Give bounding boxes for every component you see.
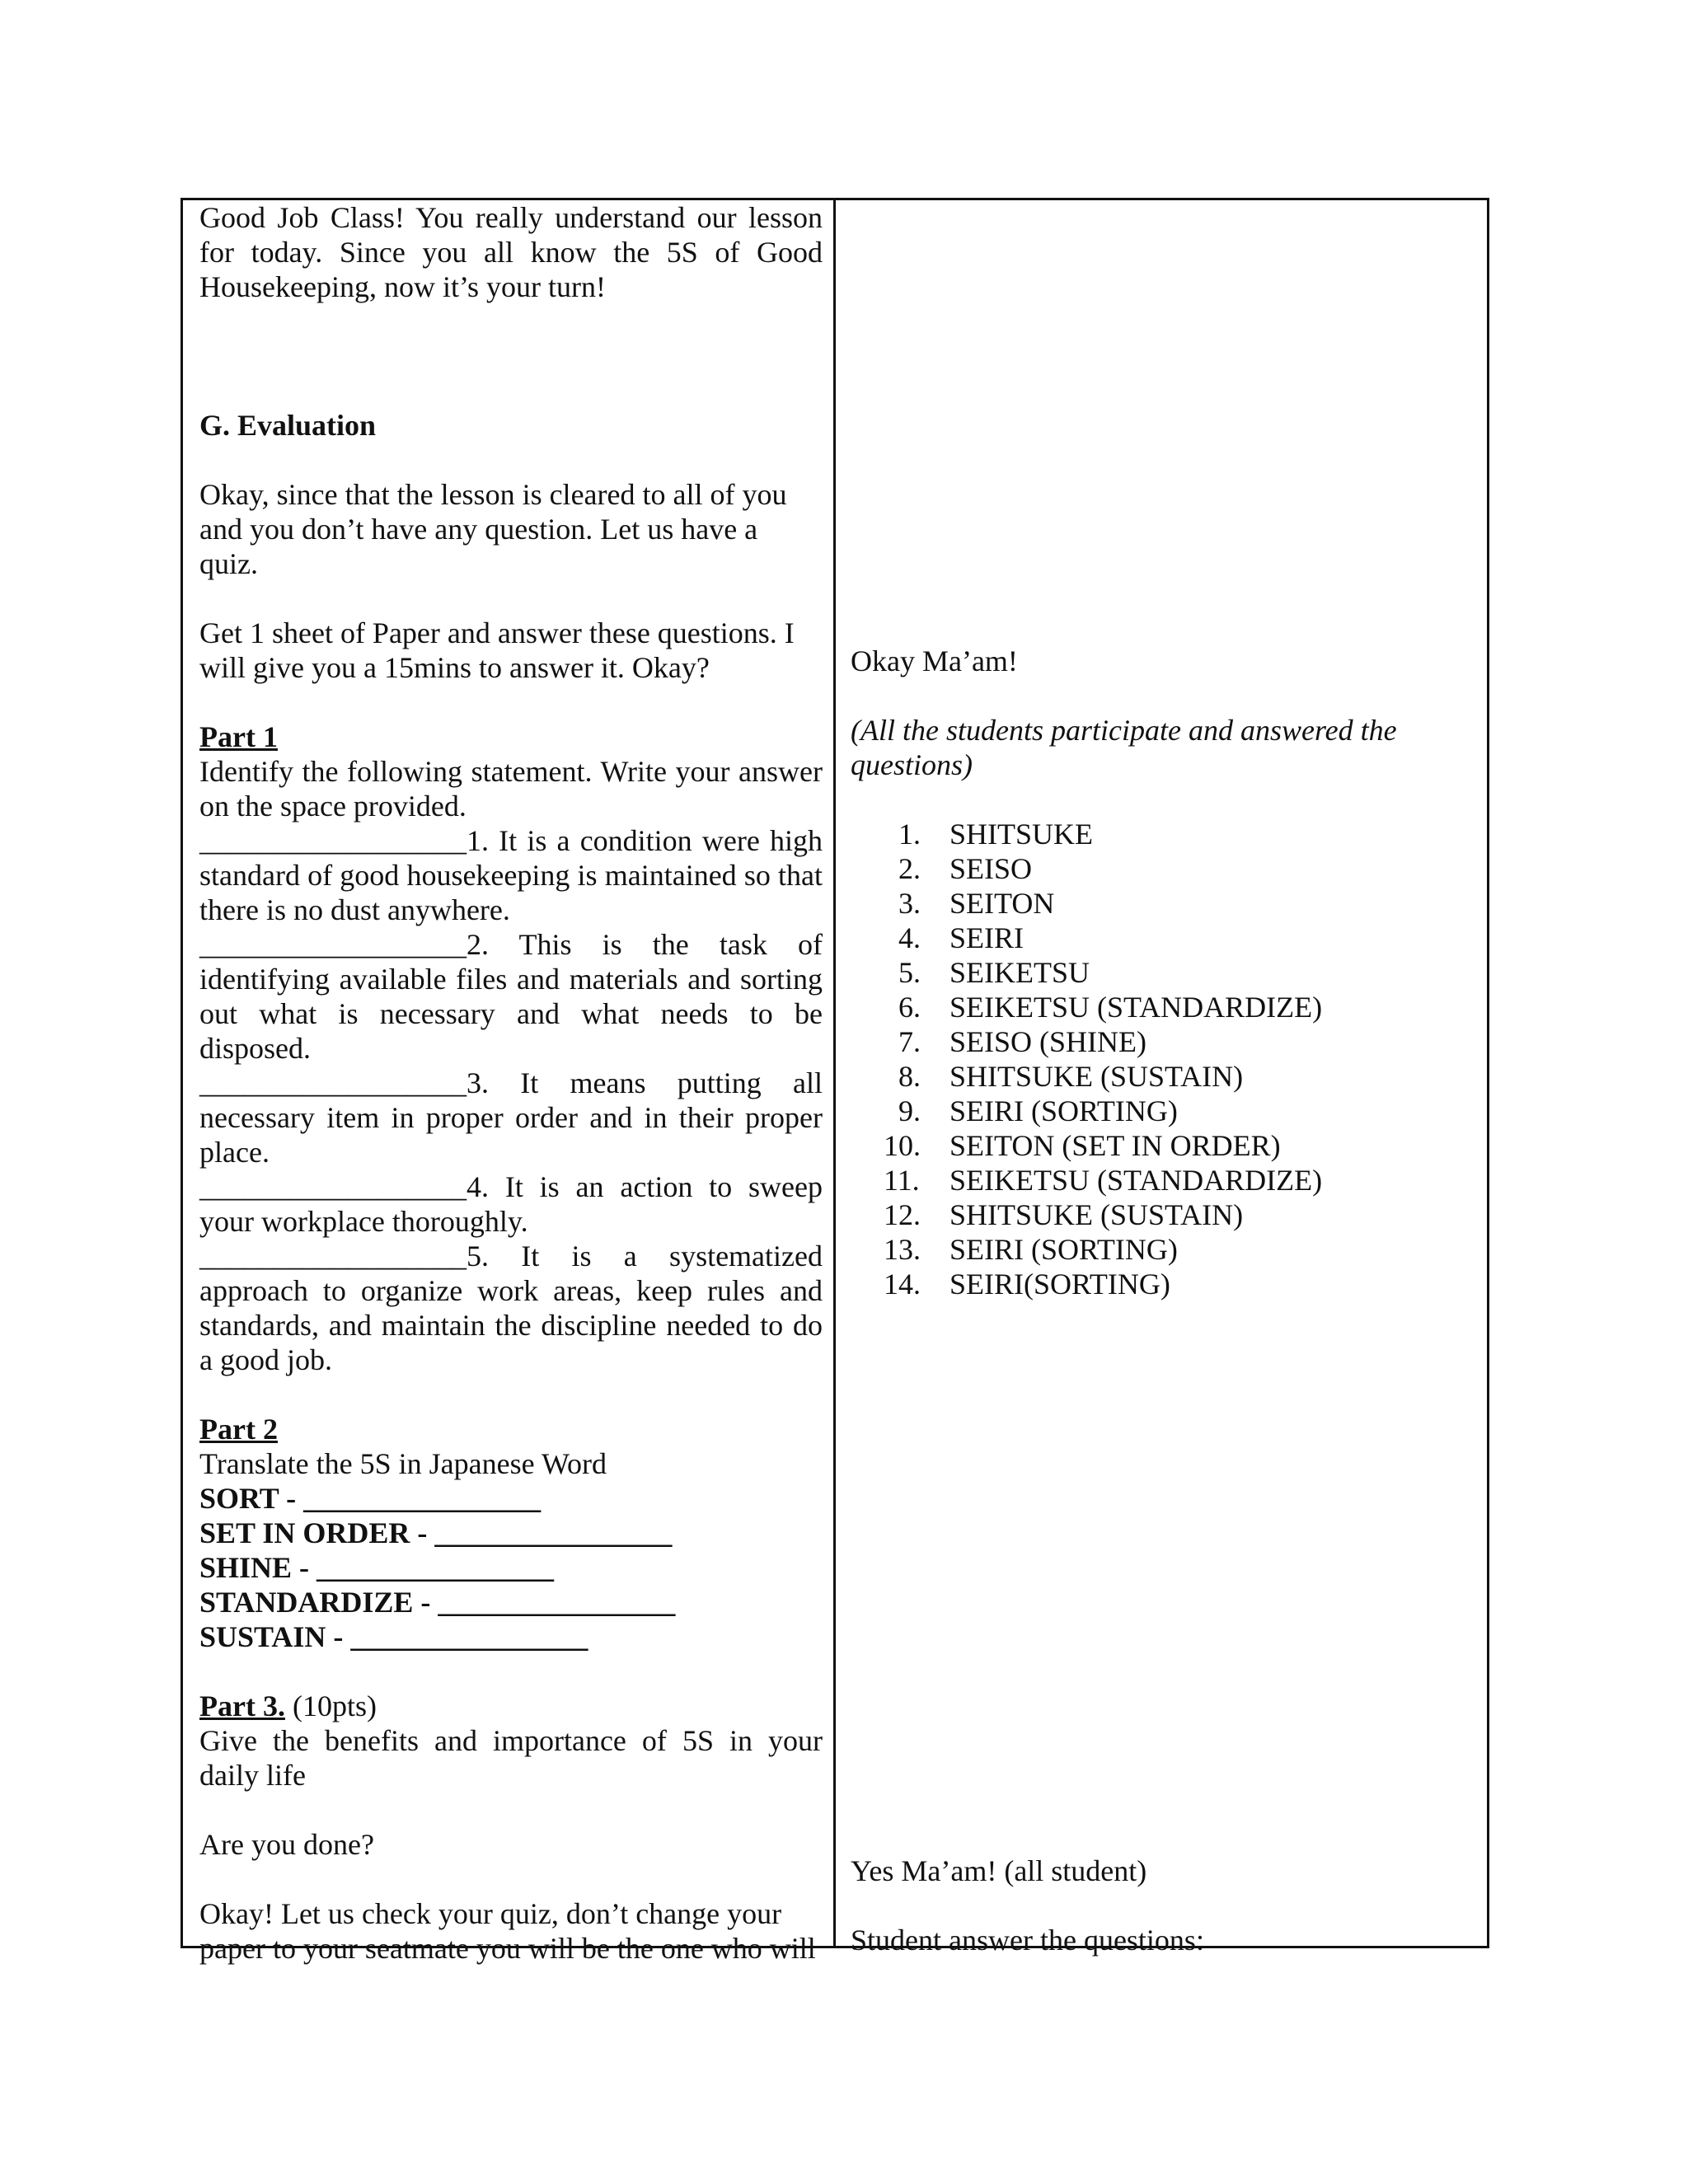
yes-maam: Yes Ma’am! (all student) xyxy=(851,1854,1147,1887)
answer-item: 4. SEIRI xyxy=(898,921,1024,954)
answer-item: 1. SHITSUKE xyxy=(898,818,1094,851)
part1-item: __________________2. This is the task of identifying available files and materials and sorting out what is necessary and what needs to be disposed. xyxy=(199,928,823,1065)
check-quiz: Okay! Let us check your quiz, don’t change your paper to your seatmate you will be the one who will xyxy=(199,1897,816,1965)
teacher-column xyxy=(199,200,823,1965)
answer-item: 11. SEIKETSU (STANDARDIZE) xyxy=(884,1164,1323,1197)
evaluation-intro: Okay, since that the lesson is cleared to all of you and you don’t have any question. Let us have a quiz. xyxy=(199,478,787,580)
part3-points: (10pts) xyxy=(284,1690,377,1722)
part2-item: SORT - ________________ xyxy=(199,1482,542,1515)
part2-heading: Part 2 xyxy=(199,1413,278,1446)
answer-list xyxy=(851,817,1477,1301)
part2-item: SET IN ORDER - ________________ xyxy=(199,1516,673,1549)
part1-item: __________________1. It is a condition were high standard of good housekeeping is maintained so that there is no dust anywhere. xyxy=(199,824,823,926)
answer-item: 7. SEISO (SHINE) xyxy=(898,1025,1146,1058)
part1-instruction: Identify the following statement. Write your answer on the space provided. xyxy=(199,755,823,823)
okay-maam: Okay Ma’am! xyxy=(851,644,1018,677)
answer-item: 12. SHITSUKE (SUSTAIN) xyxy=(884,1198,1244,1231)
student-answer-note: Student answer the questions: xyxy=(851,1924,1204,1957)
part1-item: __________________5. It is a systematized approach to organize work areas, keep rules and standards, and maintain the discipline needed to do a good job. xyxy=(199,1240,823,1376)
lesson-plan-table xyxy=(181,198,1489,1965)
answer-item: 14. SEIRI(SORTING) xyxy=(884,1268,1170,1301)
answer-item: 5. SEIKETSU xyxy=(898,956,1090,989)
section-heading: G. Evaluation xyxy=(199,409,377,442)
part1-item: __________________3. It means putting all necessary item in proper order and in their proper place. xyxy=(199,1066,823,1169)
part2-item: SHINE - ________________ xyxy=(199,1551,555,1584)
part2-instruction: Translate the 5S in Japanese Word xyxy=(199,1447,607,1480)
are-you-done: Are you done? xyxy=(199,1828,374,1861)
answer-item: 8. SHITSUKE (SUSTAIN) xyxy=(898,1060,1244,1093)
quiz-instructions: Get 1 sheet of Paper and answer these questions. I will give you a 15mins to answer it. Okay? xyxy=(199,616,795,684)
part1-item: __________________4. It is an action to sweep your workplace thoroughly. xyxy=(199,1170,823,1238)
answer-item: 3. SEITON xyxy=(898,887,1055,920)
answer-item: 2. SEISO xyxy=(898,852,1033,885)
part1-heading: Part 1 xyxy=(199,720,278,753)
part2-item: SUSTAIN - ________________ xyxy=(199,1620,588,1653)
part2-item: STANDARDIZE - ________________ xyxy=(199,1586,676,1619)
participation-note: (All the students participate and answered the questions) xyxy=(851,714,1397,781)
student-column xyxy=(851,200,1477,1957)
answer-item: 10. SEITON (SET IN ORDER) xyxy=(884,1129,1281,1162)
column-divider xyxy=(833,200,836,1946)
answer-item: 9. SEIRI (SORTING) xyxy=(898,1094,1178,1127)
part3-instruction: Give the benefits and importance of 5S in your daily life xyxy=(199,1724,823,1792)
part3-heading-line xyxy=(199,1689,823,1723)
answer-item: 13. SEIRI (SORTING) xyxy=(884,1233,1178,1266)
answer-item: 6. SEIKETSU (STANDARDIZE) xyxy=(898,991,1323,1024)
part3-heading: Part 3. xyxy=(199,1690,285,1722)
intro-paragraph: Good Job Class! You really understand our lesson for today. Since you all know the 5S of Good Housekeeping, now it’s your turn! xyxy=(199,201,823,303)
